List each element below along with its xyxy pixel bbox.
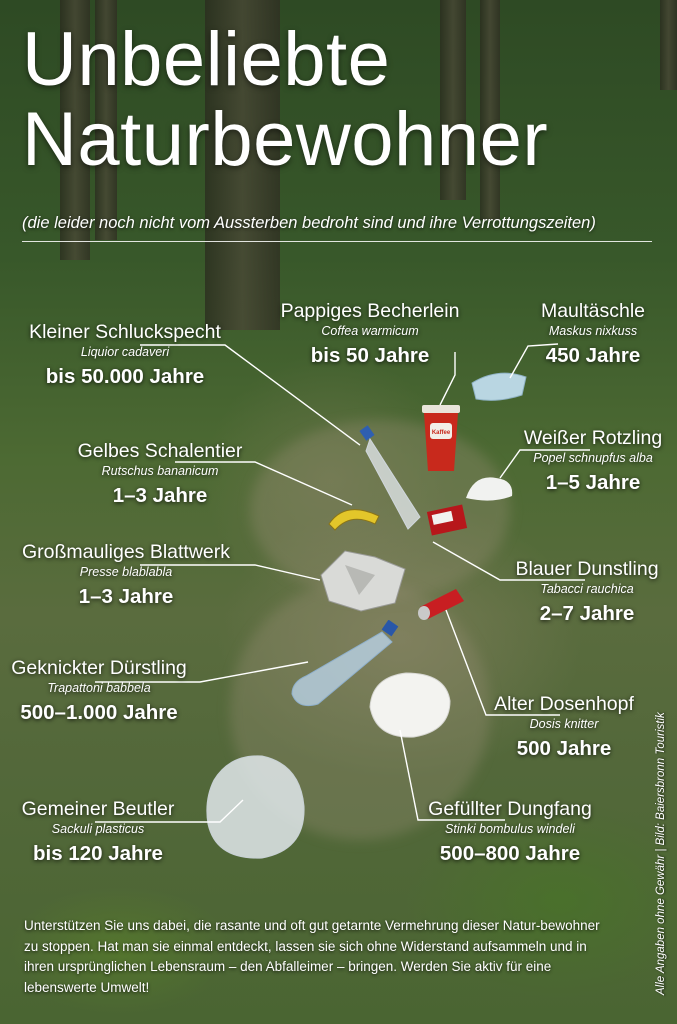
creature-label bbox=[70, 439, 250, 511]
creature-label bbox=[2, 656, 196, 728]
creature-name: Geknickter Dürstling bbox=[11, 657, 187, 679]
title-line-1: Unbeliebte bbox=[22, 17, 391, 102]
creature-label bbox=[276, 299, 464, 371]
creature-decay-time: bis 120 Jahre bbox=[33, 842, 163, 865]
creature-label bbox=[508, 557, 666, 629]
creature-latin-name: Sackuli plasticus bbox=[51, 822, 145, 836]
creature-latin-name: Trapattoni babbela bbox=[47, 681, 151, 695]
creature-name: Gelbes Schalentier bbox=[77, 440, 243, 462]
creature-decay-time: 1–5 Jahre bbox=[545, 471, 641, 494]
creature-latin-name: Stinki bombulus windeli bbox=[445, 822, 575, 836]
photo-credit: Alle Angaben ohne Gewähr | Bild: Baiersbronn Touristik bbox=[655, 712, 667, 995]
page-title bbox=[22, 17, 549, 182]
creature-label bbox=[418, 797, 602, 869]
creature-name: Gemeiner Beutler bbox=[21, 798, 175, 820]
creature-name: Alter Dosenhopf bbox=[494, 693, 634, 715]
creature-name: Blauer Dunstling bbox=[515, 558, 659, 580]
creature-decay-time: 500–1.000 Jahre bbox=[20, 701, 178, 724]
footer-text: Unterstützen Sie uns dabei, die rasante und oft gut getarnte Vermehrung dieser Natur-bewohner zu stoppen. Hat man sie einmal entdeckt, lassen sie sich ohne Widerstand aufsammeln und in ihren ursprünglichen Lebensraum – den Abfalleimer – bringen. Werden Sie aktiv für eine lebenswerte Umwelt! bbox=[24, 918, 600, 995]
creature-label bbox=[486, 692, 642, 764]
creature-name: Pappiges Becherlein bbox=[280, 300, 460, 322]
creature-decay-time: 1–3 Jahre bbox=[112, 484, 208, 507]
creature-decay-time: 500–800 Jahre bbox=[439, 842, 581, 865]
subtitle: (die leider noch nicht vom Aussterben bedroht sind und ihre Verrottungszeiten) bbox=[22, 214, 652, 242]
creature-label bbox=[14, 797, 182, 869]
creature-label bbox=[530, 299, 656, 371]
creature-latin-name: Maskus nixkuss bbox=[548, 324, 638, 338]
creature-label bbox=[12, 540, 240, 612]
creature-label bbox=[518, 426, 668, 498]
creature-name: Großmauliges Blattwerk bbox=[21, 541, 231, 563]
creature-decay-time: bis 50.000 Jahre bbox=[45, 365, 205, 388]
creature-latin-name: Popel schnupfus alba bbox=[533, 451, 653, 465]
creature-latin-name: Liquior cadaveri bbox=[80, 345, 170, 359]
creature-decay-time: 2–7 Jahre bbox=[539, 602, 635, 625]
creature-name: Maultäschle bbox=[540, 300, 646, 322]
creature-latin-name: Presse blablabla bbox=[79, 565, 173, 579]
creature-latin-name: Tabacci rauchica bbox=[540, 582, 634, 596]
creature-latin-name: Coffea warmicum bbox=[321, 324, 419, 338]
title-line-2: Naturbewohner bbox=[22, 97, 549, 182]
creature-name: Kleiner Schluckspecht bbox=[29, 321, 221, 343]
creature-latin-name: Dosis knitter bbox=[529, 717, 599, 731]
creature-name: Weißer Rotzling bbox=[523, 427, 663, 449]
creature-latin-name: Rutschus bananicum bbox=[101, 464, 219, 478]
creature-decay-time: 1–3 Jahre bbox=[78, 585, 174, 608]
creature-decay-time: bis 50 Jahre bbox=[310, 344, 430, 367]
creature-decay-time: 500 Jahre bbox=[516, 737, 612, 760]
creature-name: Gefüllter Dungfang bbox=[428, 798, 592, 820]
creature-label bbox=[24, 320, 226, 392]
svg-text:Kaffee: Kaffee bbox=[431, 430, 451, 436]
creature-decay-time: 450 Jahre bbox=[545, 344, 641, 367]
